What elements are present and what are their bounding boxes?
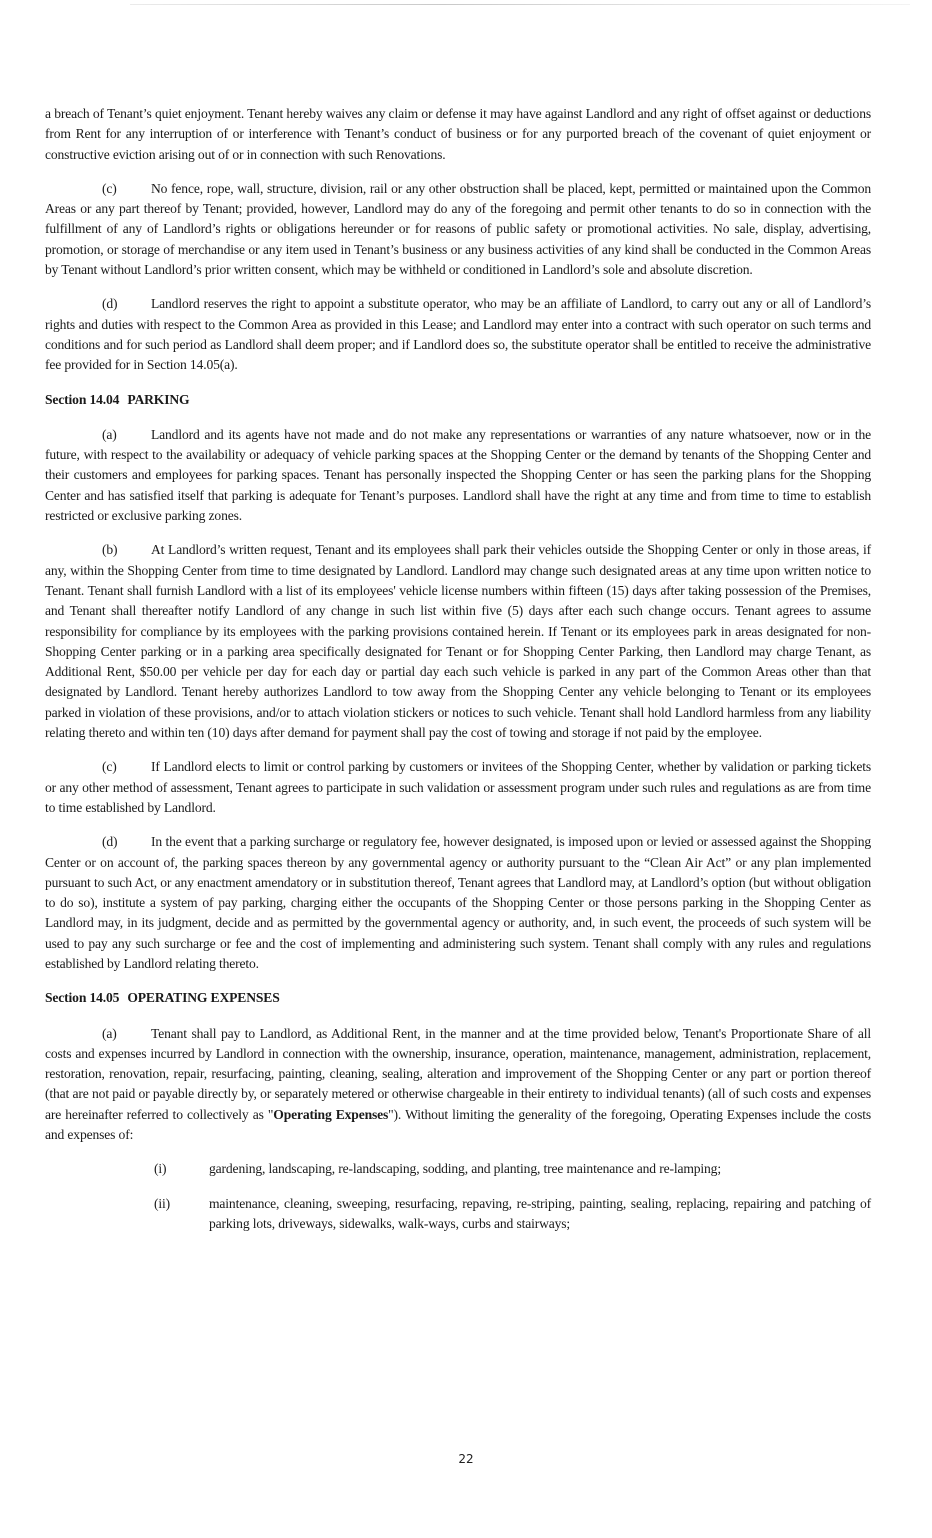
list-item-label: (i): [154, 1161, 167, 1177]
scan-edge-artifact: [130, 4, 910, 5]
clause-text: No fence, rope, wall, structure, division, rail or any other obstruction shall be placed, kept, permitted or maintained upon the Common Areas or any part thereof by Tenant; provided, however, Landlord may do any of the foregoing and permit other tenants to do so in connection with the fulfillment of any of Landlord’s rights or obligations hereunder or for reasons of public safety or promotional activities. No sale, display, advertising, promotion, or storage of merchandise or any item used in Tenant’s business or any business activities of any kind shall be conducted in the Common Areas by Tenant without Landlord’s prior written consent, which may be withheld or conditioned in Landlord’s sole and absolute discretion.: [45, 180, 871, 278]
continuation-paragraph: a breach of Tenant’s quiet enjoyment. Tenant hereby waives any claim or defense it may have against Landlord and any right of offset against or deductions from Rent for any interruption of or interference with Tenant’s conduct of business or for any purported breach of the covenant of quiet enjoyment or constructive eviction arising out of or in connection with such Renovations.: [45, 106, 871, 162]
section-title: OPERATING EXPENSES: [127, 990, 280, 1006]
clause-label: (b): [102, 542, 118, 558]
list-item-label: (ii): [154, 1195, 171, 1211]
common-area-clause-c: [45, 179, 871, 280]
operating-expenses-clause-a: [45, 1024, 871, 1146]
clause-label: (c): [102, 180, 117, 196]
clause-text: In the event that a parking surcharge or regulatory fee, however designated, is imposed upon or levied or assessed against the Shopping Center or on account of, the parking spaces thereon by any governmental agency or authority pursuant to the “Clean Air Act” or any plan implemented pursuant to such Act, or any enactment amendatory or in substitution thereof, Tenant agrees that Landlord may, at Landlord’s option (but without obligation to do so), institute a system of pay parking, charging either the occupants of the Shopping Center or those persons parking in the Shopping Center as Landlord may, in its judgment, decide and as permitted by the governmental agency or authority, and, in such event, the proceeds of such system will be used to pay any such surcharge or fee and the cost of implementing and administering such system. Tenant shall comply with any rules and regulations established by Landlord relating thereto.: [45, 834, 871, 971]
section-heading-parking: [45, 390, 871, 410]
clause-label: (c): [102, 759, 117, 775]
parking-clause-b: [45, 540, 871, 743]
expense-list-item-i: [45, 1159, 871, 1179]
clause-text: If Landlord elects to limit or control parking by customers or invitees of the Shopping Center, whether by validation or parking tickets or any other method of assessment, Tenant agrees to participate in such validation or assessment program under such rules and regulations as are from time to time established by Landlord.: [45, 759, 871, 815]
clause-label: (d): [102, 834, 118, 850]
parking-clause-c: [45, 757, 871, 818]
parking-clause-a: [45, 425, 871, 526]
list-item-text: maintenance, cleaning, sweeping, resurfacing, repaving, re-striping, painting, sealing, replacing, repairing and patching of parking lots, driveways, sidewalks, walk-ways, curbs and stairways;: [209, 1195, 871, 1231]
parking-clause-d: [45, 832, 871, 974]
document-page: [45, 104, 871, 1248]
clause-text: Landlord and its agents have not made and do not make any representations or warranties of any nature whatsoever, now or in the future, with respect to the availability or adequacy of vehicle parking spaces at the Shopping Center or the demand by tenants of the Shopping Center and their customers and employees for parking spaces. Tenant has personally inspected the Shopping Center or has seen the parking plans for the Shopping Center and has satisfied itself that parking is adequate for Tenant’s purposes. Landlord shall have the right at any time and from time to time to establish restricted or exclusive parking zones.: [45, 426, 871, 524]
clause-text: At Landlord’s written request, Tenant and its employees shall park their vehicles outside the Shopping Center or only in those areas, if any, within the Shopping Center from time to time designated by Landlord. Landlord may change such designated areas at any time upon written notice to Tenant. Tenant shall furnish Landlord with a list of its employees' vehicle license numbers within fifteen (15) days after taking possession of the Premises, and Tenant shall thereafter notify Landlord of any change in such list within five (5) days after each such change occurs. Tenant agrees to assume responsibility for compliance by its employees with the parking provisions contained herein. If Tenant or its employees park in areas designated for non-Shopping Center parking or in a parking area specifically designated for Tenant or for Shopping Center Parking, then Landlord may charge Tenant, as Additional Rent, $50.00 per vehicle per day for each day or partial day each such vehicle is parked in any part of the Common Areas other than that designated by Landlord. Tenant hereby authorizes Landlord to tow away from the Shopping Center any vehicle belonging to Tenant or its employees parked in violation of these provisions, and/or to attach violation stickers or notices to such vehicle. Tenant shall hold Landlord harmless from any liability relating thereto and within ten (10) days after demand for payment shall pay the cost of towing and storage if not paid by the employee.: [45, 542, 871, 741]
list-item-text: gardening, landscaping, re-landscaping, sodding, and planting, tree maintenance and re-lamping;: [209, 1161, 721, 1177]
defined-term: Operating Expenses: [273, 1106, 389, 1122]
clause-text-after-term: "). Without limiting the generality of the foregoing, Operating Expenses include the costs and expenses of:: [45, 1106, 871, 1143]
clause-label: (a): [102, 1025, 117, 1041]
clause-label: (a): [102, 426, 117, 442]
clause-text-before-term: Tenant shall pay to Landlord, as Additional Rent, in the manner and at the time provided below, Tenant's Proportionate Share of all costs and expenses incurred by Landlord in connection with the ownership, insurance, operation, maintenance, management, administration, replacement, restoration, renovation, repair, resurfacing, painting, cleaning, sealing, alteration and improvement of the Shopping Center or any part or portion thereof (that are not paid or payable directly by, or separately metered or otherwise chargeable in their entirety to individual tenants) (all of such costs and expenses are hereinafter referred to collectively as ": [45, 1025, 871, 1122]
section-number: Section 14.04: [45, 391, 120, 407]
section-heading-operating-expenses: [45, 988, 871, 1008]
clause-text: Landlord reserves the right to appoint a substitute operator, who may be an affiliate of Landlord, to carry out any or all of Landlord’s rights and duties with respect to the Common Area as provided in this Lease; and Landlord may enter into a contract with such operator on such terms and conditions and for such period as Landlord shall deem proper; and if Landlord does so, the substitute operator shall be entitled to receive the administrative fee provided for in Section 14.05(a).: [45, 296, 871, 373]
page-number: 22: [458, 1452, 474, 1466]
expense-list-item-ii: [45, 1194, 871, 1235]
clause-label: (d): [102, 296, 118, 312]
section-number: Section 14.05: [45, 990, 120, 1006]
common-area-clause-d: [45, 294, 871, 375]
section-title: PARKING: [127, 391, 190, 407]
